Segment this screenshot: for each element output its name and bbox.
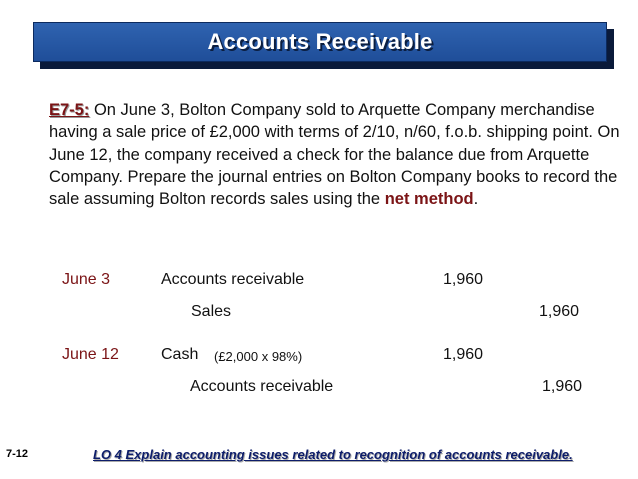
learning-objective: LO 4 Explain accounting issues related to recognition of accounts receivable. [93,447,573,462]
credit-account: Accounts receivable [190,378,334,395]
problem-text: On June 3, Bolton Company sold to Arquette Company merchandise having a sale price of £2,000 with terms of 2/10, n/60, f.o.b. shipping point. On June 12, the company received a check for the balance due from Arquette Company. Prepare the journal entries on Bolton Company books to record the sale assuming Bolton records sales using the [49,101,620,209]
entry-date: June 12 [62,346,119,363]
debit-account: Accounts receivable [161,271,305,288]
debit-amount: 1,960 [443,271,484,288]
slide-title: Accounts Receivable [207,29,433,54]
problem-text-end: . [473,190,479,209]
debit-account: Cash [161,346,199,363]
credit-amount: 1,960 [539,303,580,320]
credit-account: Sales [191,303,232,320]
net-method-emphasis: net method [384,190,474,209]
problem-statement [49,99,624,210]
credit-amount: 1,960 [542,378,583,395]
entry-date: June 3 [62,271,111,288]
exercise-label: E7-5: [49,101,90,119]
page-number: 7-12 [6,448,29,460]
title-banner [33,22,607,62]
debit-note: (£2,000 x 98%) [214,349,303,364]
debit-amount: 1,960 [443,346,484,363]
